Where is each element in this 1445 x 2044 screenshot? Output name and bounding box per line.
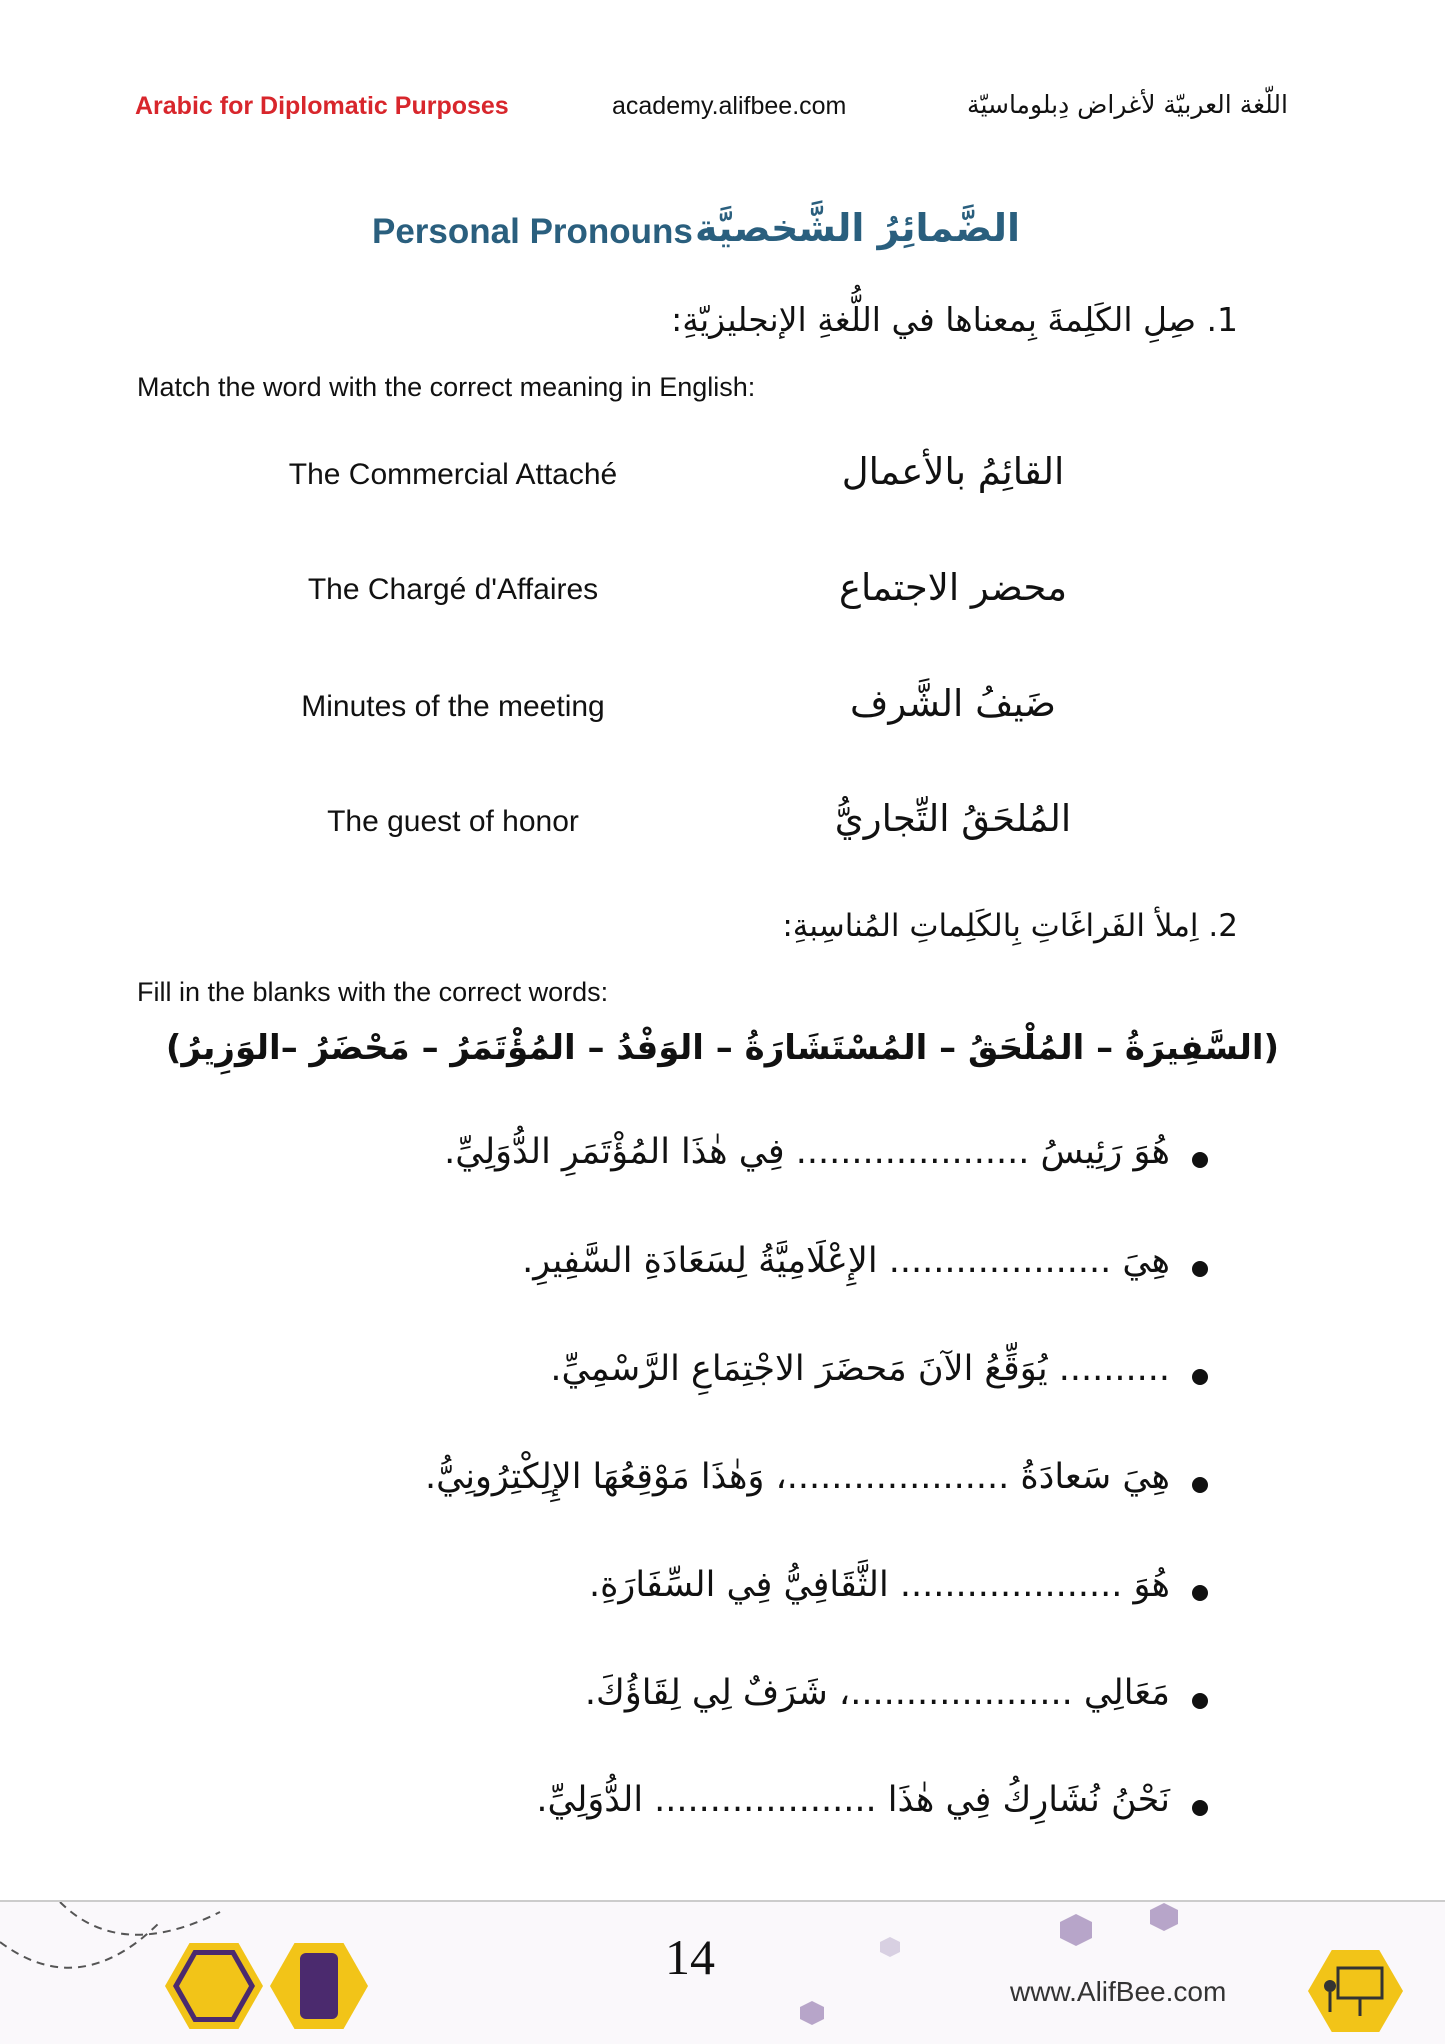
bullet-icon — [1192, 1369, 1208, 1385]
fill-blank-sentence: نَحْنُ نُشَارِكُ فِي هٰذَا .................... الدُّوَلِيِّ. — [536, 1780, 1170, 1820]
page-title-arabic: الضَّمائِرُ الشَّخصيَّة — [695, 206, 1020, 250]
fill-blank-sentence: هُوَ .................... الثَّقَافِيُّ فِي السِّفَارَةِ. — [588, 1565, 1170, 1605]
fill-blank-sentence: هِيَ .................... الإِعْلَامِيَّةُ لِسَعَادَةِ السَّفِيرِ. — [522, 1241, 1170, 1281]
header-arabic-title: اللّغة العربيّة لأغراض دِبلوماسيّة — [967, 90, 1288, 119]
exercise2-question: 2. اِملأ الفَراغَاتِ بِالكَلِماتِ المُناسِبةِ: — [782, 908, 1238, 944]
fill-blank-sentence: .......... يُوَقِّعُ الآنَ مَحضَرَ الاجْتِمَاعِ الرَّسْمِيِّ. — [550, 1349, 1170, 1389]
bullet-icon — [1192, 1693, 1208, 1709]
match-arabic-term: ضَيفُ الشَّرف — [850, 682, 1056, 725]
match-english-term: The Commercial Attaché — [288, 458, 618, 491]
header-website: academy.alifbee.com — [612, 92, 847, 120]
exercise2-instruction: Fill in the blanks with the correct words: — [137, 977, 609, 1007]
page-number: 14 — [665, 1929, 715, 1985]
bullet-icon — [1192, 1152, 1208, 1168]
fill-blank-sentence: مَعَالِي ....................، شَرَفٌ لِي لِقَاؤُكَ. — [584, 1673, 1170, 1713]
match-arabic-term: القائِمُ بالأعمال — [841, 450, 1065, 493]
fill-blank-sentence: هُوَ رَئِيسُ ..................... فِي هٰذَا المُؤْتَمَرِ الدُّوَلِيِّ. — [444, 1132, 1170, 1172]
exercise1-question: 1. صِلِ الكَلِمةَ بِمعناها في اللُّغةِ الإنجليزيّةِ: — [671, 300, 1238, 339]
header-course-title: Arabic for Diplomatic Purposes — [135, 92, 509, 120]
bullet-icon — [1192, 1261, 1208, 1277]
bullet-icon — [1192, 1477, 1208, 1493]
match-english-term: The Chargé d'Affaires — [307, 573, 599, 606]
match-arabic-term: محضر الاجتماع — [838, 566, 1068, 609]
fill-blank-sentence: هِيَ سَعادَةُ ....................، وَهٰذَا مَوْقِعُهَا الإِلِكْتِرُونِيُّ. — [424, 1457, 1170, 1497]
match-english-term: Minutes of the meeting — [301, 690, 605, 723]
page-title-english: Personal Pronouns — [372, 212, 693, 251]
match-arabic-term: المُلحَقُ التِّجاريُّ — [834, 797, 1072, 840]
footer-url: www.AlifBee.com — [1010, 1976, 1227, 2007]
word-bank: (السَّفِيرَةُ – المُلْحَقُ – المُسْتَشَارَةُ – الوَفْدُ – المُؤْتَمَرُ – مَحْضَرُ –الوَزِيرُ) — [165, 1028, 1280, 1068]
bullet-icon — [1192, 1585, 1208, 1601]
bullet-icon — [1192, 1800, 1208, 1816]
exercise1-instruction: Match the word with the correct meaning in English: — [137, 372, 756, 402]
match-english-term: The guest of honor — [327, 805, 579, 838]
